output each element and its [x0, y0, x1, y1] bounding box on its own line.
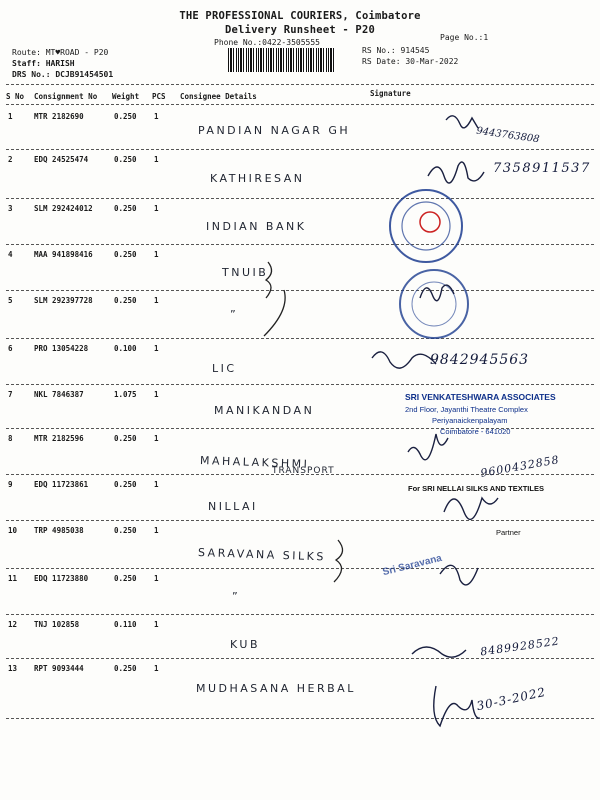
row-11-weight: 0.250 [114, 574, 137, 583]
row-4-consignment: MAA 941898416 [34, 250, 93, 259]
saravana-stamp: Sri Saravana [381, 552, 444, 579]
row-1-sno: 1 [8, 112, 13, 121]
assoc-stamp-line1: 2nd Floor, Jayanthi Theatre Complex [405, 405, 528, 414]
handwritten-phone-6: 9842945563 [430, 352, 530, 368]
row-8-pcs: 1 [154, 434, 159, 443]
row-8-weight: 0.250 [114, 434, 137, 443]
row-13-weight: 0.250 [114, 664, 137, 673]
page-number: Page No.:1 [440, 33, 489, 42]
row-6-consignment: PRO 13054228 [34, 344, 89, 353]
drs-number: DRS No.: DCJB91454501 [12, 70, 114, 79]
row-5-pcs: 1 [154, 296, 159, 305]
row-7-pcs: 1 [154, 390, 159, 399]
row-10-pcs: 1 [154, 526, 159, 535]
row-3-consignment: SLM 292424012 [34, 204, 93, 213]
row-2-sno: 2 [8, 155, 13, 164]
handwritten-phone-1: 9443763808 [475, 125, 541, 146]
row-13-sno: 13 [8, 664, 18, 673]
row-8-sno: 8 [8, 434, 13, 443]
assoc-stamp-line2: Periyanaickenpalayam [432, 416, 508, 425]
handwritten-date: 30-3-2022 [475, 684, 548, 714]
row-9-weight: 0.250 [114, 480, 137, 489]
col-consignee: Consignee Details [180, 92, 257, 101]
col-weight: Weight [112, 92, 140, 101]
row-12-pcs: 1 [154, 620, 159, 629]
handwritten-phone-12: 8489928522 [479, 634, 561, 659]
row-3-consignee: INDIAN BANK [206, 220, 307, 233]
row-8-consignee-line2: TRANSPORT [272, 466, 335, 476]
assoc-stamp-line3: Coimbatore - 641020 [440, 427, 511, 436]
phone-number: Phone No.:0422-3505555 [214, 38, 320, 47]
row-1-weight: 0.250 [114, 112, 137, 121]
row-8-consignee: MAHALAKSHMI [199, 454, 310, 471]
row-5-consignee: ” [230, 308, 239, 321]
row-11-consignee: ” [232, 590, 241, 603]
route-label: Route: MT♥ROAD - P20 [12, 48, 109, 57]
row-1-consignee: PANDIAN NAGAR GH [198, 124, 351, 137]
row-12-weight: 0.110 [114, 620, 137, 629]
col-sno: S No [6, 92, 25, 101]
row-3-pcs: 1 [154, 204, 159, 213]
document-subtitle: Delivery Runsheet - P20 [225, 24, 375, 36]
row-9-consignee: NILLAI [208, 500, 258, 513]
row-2-pcs: 1 [154, 155, 159, 164]
row-4-consignee: TNUIB [222, 266, 269, 279]
row-5-sno: 5 [8, 296, 13, 305]
col-pcs: PCS [152, 92, 166, 101]
silks-stamp: For SRI NELLAI SILKS AND TEXTILES [408, 484, 544, 493]
handwritten-phone-8: 9600432858 [479, 453, 561, 480]
row-6-weight: 0.100 [114, 344, 137, 353]
row-5-weight: 0.250 [114, 296, 137, 305]
assoc-stamp-name: SRI VENKATESHWARA ASSOCIATES [405, 392, 556, 402]
row-11-sno: 11 [8, 574, 18, 583]
row-6-sno: 6 [8, 344, 13, 353]
row-10-sno: 10 [8, 526, 18, 535]
row-9-sno: 9 [8, 480, 13, 489]
partner-stamp: Partner [496, 528, 521, 537]
row-2-consignee: KATHIRESAN [210, 172, 305, 185]
row-11-consignment: EDQ 11723880 [34, 574, 89, 583]
rs-number: RS No.: 914545 [362, 46, 430, 55]
row-6-pcs: 1 [154, 344, 159, 353]
col-consignment: Consignment No [34, 92, 98, 101]
row-1-pcs: 1 [154, 112, 159, 121]
row-10-consignment: TRP 4985038 [34, 526, 84, 535]
row-3-sno: 3 [8, 204, 13, 213]
row-4-pcs: 1 [154, 250, 159, 259]
row-2-weight: 0.250 [114, 155, 137, 164]
row-1-consignment: MTR 2182690 [34, 112, 84, 121]
row-2-consignment: EDQ 24525474 [34, 155, 89, 164]
row-13-consignment: RPT 9093444 [34, 664, 84, 673]
row-7-consignment: NKL 7846387 [34, 390, 84, 399]
row-13-pcs: 1 [154, 664, 159, 673]
row-8-consignment: MTR 2182596 [34, 434, 84, 443]
row-12-sno: 12 [8, 620, 18, 629]
row-3-weight: 0.250 [114, 204, 137, 213]
row-7-consignee: MANIKANDAN [214, 404, 315, 417]
row-4-sno: 4 [8, 250, 13, 259]
staff-label: Staff: HARISH [12, 59, 75, 68]
row-5-consignment: SLM 292397728 [34, 296, 93, 305]
row-7-weight: 1.075 [114, 390, 137, 399]
row-10-consignee: SARAVANA SILKS [197, 546, 327, 564]
row-13-consignee: MUDHASANA HERBAL [196, 682, 356, 695]
document-title: THE PROFESSIONAL COURIERS, Coimbatore [179, 10, 421, 22]
row-9-consignment: EDQ 11723861 [34, 480, 89, 489]
row-10-weight: 0.250 [114, 526, 137, 535]
row-12-consignment: TNJ 102858 [34, 620, 80, 629]
row-7-sno: 7 [8, 390, 13, 399]
col-signature: Signature [370, 89, 411, 98]
row-9-pcs: 1 [154, 480, 159, 489]
row-4-weight: 0.250 [114, 250, 137, 259]
handwritten-phone-2: 7358911537 [493, 161, 591, 176]
row-6-consignee: LIC [212, 362, 237, 375]
row-11-pcs: 1 [154, 574, 159, 583]
row-12-consignee: KUB [230, 638, 261, 651]
rs-date: RS Date: 30-Mar-2022 [362, 57, 459, 66]
